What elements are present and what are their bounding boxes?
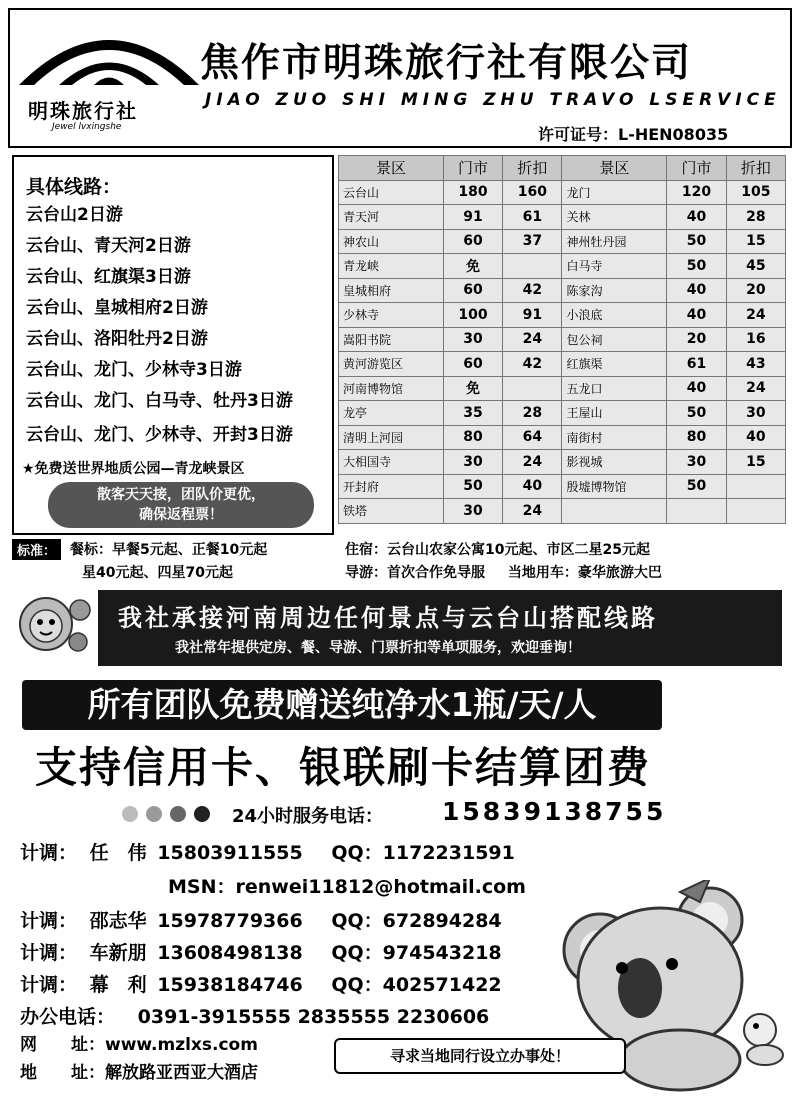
qq-label: QQ： [331, 910, 383, 932]
company-english-name: JIAO ZUO SHI MING ZHU TRAVO LSERVICE [205, 90, 781, 110]
banner-headline: 我社承接河南周边任何景点与云台山搭配线路 [118, 604, 658, 632]
table-cell: 43 [726, 352, 785, 377]
table-cell: 云台山 [339, 180, 444, 205]
table-cell: 50 [667, 229, 726, 254]
route-item: 云台山、洛阳牡丹2日游 [26, 329, 208, 349]
pill-line: 确保返程票！ [139, 507, 223, 523]
contact-name: 幕 利 [89, 974, 147, 996]
table-cell: 神农山 [339, 229, 444, 254]
lodging-standard [345, 539, 650, 559]
table-cell: 南街村 [562, 425, 667, 450]
dot-icon [194, 806, 210, 822]
table-cell: 30 [726, 401, 785, 426]
table-cell: 80 [667, 425, 726, 450]
table-cell: 40 [503, 474, 562, 499]
table-cell: 61 [503, 205, 562, 230]
table-cell: 28 [726, 205, 785, 230]
address-row [20, 1058, 258, 1083]
column-header: 门市 [667, 156, 726, 181]
table-cell: 50 [667, 254, 726, 279]
route-item: 云台山、龙门、白马寺、牡丹3日游 [26, 391, 293, 411]
table-cell [503, 254, 562, 279]
table-cell: 龙亭 [339, 401, 444, 426]
table-cell: 清明上河园 [339, 425, 444, 450]
hotline-dots [122, 806, 218, 826]
website-row [20, 1030, 258, 1055]
table-cell: 30 [443, 450, 502, 475]
meal-value: 早餐5元起、正餐10元起 [112, 542, 268, 558]
table-cell: 包公祠 [562, 327, 667, 352]
lion-mascot-icon [14, 590, 94, 660]
qq-label: QQ： [331, 842, 383, 864]
guide-label: 导游： [345, 565, 387, 581]
table-cell: 大相国寺 [339, 450, 444, 475]
table-cell: 30 [667, 450, 726, 475]
table-cell: 青龙峡 [339, 254, 444, 279]
logo-subtext: Jewel lvxingshe [52, 122, 122, 132]
table-row [339, 401, 786, 426]
table-cell: 24 [726, 303, 785, 328]
table-row [339, 180, 786, 205]
table-cell: 50 [667, 474, 726, 499]
table-cell: 61 [667, 352, 726, 377]
license-number: 许可证号：L-HEN08035 [538, 125, 729, 144]
table-row [339, 474, 786, 499]
route-item: 云台山、龙门、少林寺、开封3日游 [26, 425, 293, 445]
office-phones: 0391-3915555 2835555 2230606 [137, 1006, 490, 1028]
lodging-label: 住宿： [345, 542, 387, 558]
contact-row [20, 970, 502, 997]
table-cell: 37 [503, 229, 562, 254]
table-row [339, 499, 786, 524]
hotline-label: 24小时服务电话： [232, 806, 384, 827]
dot-icon [146, 806, 162, 822]
table-cell: 免 [443, 254, 502, 279]
table-cell: 皇城相府 [339, 278, 444, 303]
table-cell: 青天河 [339, 205, 444, 230]
table-cell: 殷墟博物馆 [562, 474, 667, 499]
column-header: 折扣 [726, 156, 785, 181]
contact-phone: 15938184746 [157, 974, 303, 996]
contact-row [20, 838, 515, 865]
column-header: 门市 [443, 156, 502, 181]
table-cell: 91 [503, 303, 562, 328]
column-header: 景区 [562, 156, 667, 181]
qq-number: 672894284 [382, 910, 502, 932]
table-cell: 15 [726, 229, 785, 254]
table-row [339, 303, 786, 328]
meal-label: 餐标： [70, 542, 112, 558]
routes-title: 具体线路： [26, 176, 122, 198]
hotel-meal-standard: 星40元起、四星70元起 [82, 565, 233, 581]
table-cell: 50 [443, 474, 502, 499]
credit-card-notice: 支持信用卡、银联刷卡结算团费 [35, 743, 652, 792]
qq-number: 1172231591 [382, 842, 515, 864]
table-cell: 105 [726, 180, 785, 205]
table-cell [726, 474, 785, 499]
table-cell: 30 [443, 499, 502, 524]
table-row [339, 352, 786, 377]
dot-icon [170, 806, 186, 822]
table-cell: 160 [503, 180, 562, 205]
table-cell: 五龙口 [562, 376, 667, 401]
table-cell: 龙门 [562, 180, 667, 205]
office-label: 办公电话： [20, 1006, 116, 1028]
vehicle-value: 豪华旅游大巴 [577, 565, 662, 581]
seek-partner-notice: 寻求当地同行设立办事处！ [334, 1038, 626, 1074]
table-cell: 60 [443, 278, 502, 303]
meal-standard [70, 539, 267, 559]
table-cell: 影视城 [562, 450, 667, 475]
route-item: 云台山、皇城相府2日游 [26, 298, 208, 318]
logo-text: 明珠旅行社 [28, 99, 138, 123]
table-cell: 50 [667, 401, 726, 426]
table-cell [503, 376, 562, 401]
dot-icon [122, 806, 138, 822]
route-item: 云台山、红旗渠3日游 [26, 267, 191, 287]
guide-value: 首次合作免导服 [387, 565, 485, 581]
table-cell: 嵩阳书院 [339, 327, 444, 352]
table-row [339, 254, 786, 279]
table-cell: 24 [503, 450, 562, 475]
table-cell: 免 [443, 376, 502, 401]
table-cell: 河南博物馆 [339, 376, 444, 401]
table-cell: 28 [503, 401, 562, 426]
logo-icon [14, 20, 204, 90]
table-cell: 24 [726, 376, 785, 401]
contact-name: 邵志华 [89, 910, 147, 932]
table-cell: 24 [503, 499, 562, 524]
table-cell: 42 [503, 352, 562, 377]
table-cell: 40 [667, 278, 726, 303]
free-geopark-note: ★免费送世界地质公园—青龙峡景区 [22, 461, 245, 477]
address-label: 地 址： [20, 1063, 105, 1083]
contact-row [20, 938, 502, 965]
table-cell: 45 [726, 254, 785, 279]
address-value: 解放路亚西亚大酒店 [105, 1063, 258, 1083]
table-row [339, 425, 786, 450]
guide-standard [345, 562, 662, 582]
msn-row [168, 872, 526, 899]
qq-label: QQ： [331, 974, 383, 996]
standard-tag: 标准： [12, 539, 61, 560]
table-cell: 红旗渠 [562, 352, 667, 377]
table-cell: 60 [443, 352, 502, 377]
ticket-price-table [338, 155, 786, 524]
pill-line: 散客天天接，团队价更优， [97, 487, 265, 503]
column-header: 景区 [339, 156, 444, 181]
banner-subline: 我社常年提供定房、餐、导游、门票折扣等单项服务，欢迎垂询！ [175, 640, 581, 656]
table-cell: 20 [667, 327, 726, 352]
table-cell: 80 [443, 425, 502, 450]
website-url[interactable]: www.mzlxs.com [105, 1035, 258, 1055]
table-cell: 40 [726, 425, 785, 450]
route-item: 云台山、龙门、少林寺3日游 [26, 360, 242, 380]
table-cell: 42 [503, 278, 562, 303]
table-cell: 35 [443, 401, 502, 426]
table-cell [667, 499, 726, 524]
table-cell: 40 [667, 376, 726, 401]
table-cell: 40 [667, 205, 726, 230]
contact-label: 计调： [20, 942, 78, 964]
qq-number: 402571422 [382, 974, 502, 996]
table-cell: 铁塔 [339, 499, 444, 524]
table-cell: 黄河游览区 [339, 352, 444, 377]
table-cell: 王屋山 [562, 401, 667, 426]
table-body [339, 180, 786, 523]
table-header-row [339, 156, 786, 181]
walk-in-guests-pill [48, 482, 314, 528]
table-cell: 15 [726, 450, 785, 475]
company-name: 焦作市明珠旅行社有限公司 [200, 40, 693, 86]
website-label: 网 址： [20, 1035, 105, 1055]
table-cell: 关林 [562, 205, 667, 230]
office-phone-row [20, 1002, 489, 1029]
table-cell: 180 [443, 180, 502, 205]
table-row [339, 278, 786, 303]
route-item: 云台山、青天河2日游 [26, 236, 191, 256]
table-row [339, 327, 786, 352]
free-water-banner: 所有团队免费赠送纯净水1瓶/天/人 [22, 680, 662, 730]
table-row [339, 205, 786, 230]
contact-phone: 15978779366 [157, 910, 303, 932]
table-cell: 少林寺 [339, 303, 444, 328]
lodging-value: 云台山农家公寓10元起、市区二星25元起 [387, 542, 650, 558]
contact-name: 任 伟 [89, 842, 147, 864]
contact-label: 计调： [20, 842, 78, 864]
msn-address: renwei11812@hotmail.com [235, 876, 526, 898]
table-cell: 100 [443, 303, 502, 328]
table-cell: 60 [443, 229, 502, 254]
vehicle-label: 当地用车： [507, 565, 578, 581]
table-cell: 20 [726, 278, 785, 303]
qq-label: QQ： [331, 942, 383, 964]
qq-number: 974543218 [382, 942, 502, 964]
table-cell: 开封府 [339, 474, 444, 499]
contact-phone: 15803911555 [157, 842, 303, 864]
table-cell: 24 [503, 327, 562, 352]
contact-name: 车新朋 [89, 942, 147, 964]
table-cell [726, 499, 785, 524]
contact-label: 计调： [20, 910, 78, 932]
table-cell: 神州牡丹园 [562, 229, 667, 254]
table-cell [562, 499, 667, 524]
table-cell: 30 [443, 327, 502, 352]
table-cell: 陈家沟 [562, 278, 667, 303]
table-cell: 16 [726, 327, 785, 352]
table-row [339, 229, 786, 254]
hotline-number: 15839138755 [442, 797, 667, 826]
table-cell: 40 [667, 303, 726, 328]
contact-row [20, 906, 502, 933]
table-row [339, 450, 786, 475]
table-row [339, 376, 786, 401]
table-cell: 91 [443, 205, 502, 230]
table-cell: 白马寺 [562, 254, 667, 279]
table-cell: 64 [503, 425, 562, 450]
route-item: 云台山2日游 [26, 205, 123, 225]
contact-label: 计调： [20, 974, 78, 996]
table-cell: 120 [667, 180, 726, 205]
column-header: 折扣 [503, 156, 562, 181]
table-cell: 小浪底 [562, 303, 667, 328]
msn-label: MSN： [168, 876, 236, 898]
contact-phone: 13608498138 [157, 942, 303, 964]
